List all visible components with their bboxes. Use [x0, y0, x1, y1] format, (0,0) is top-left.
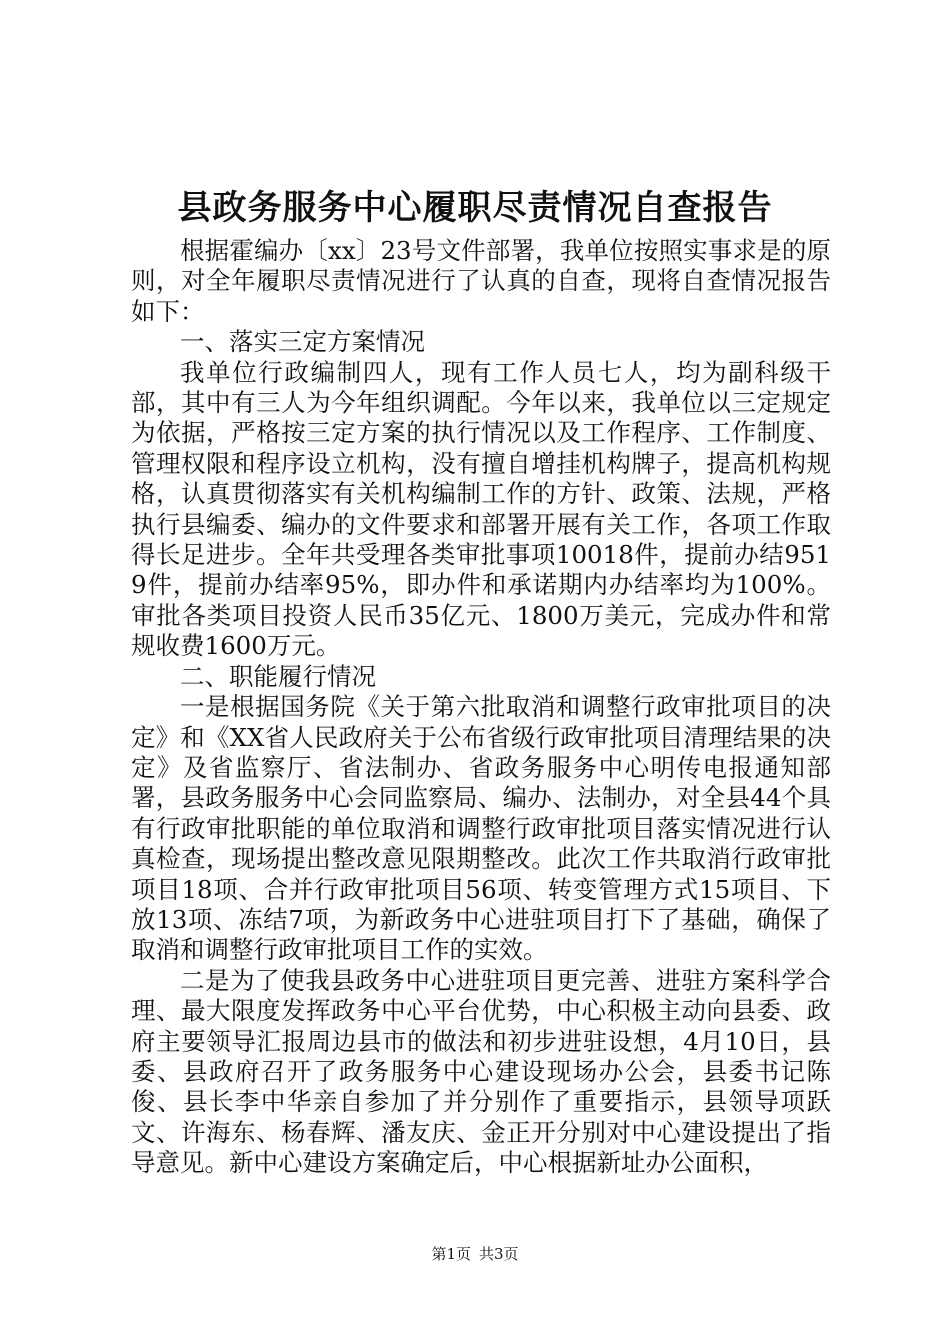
document-body — [131, 236, 831, 1179]
section-heading-1: 一、落实三定方案情况 — [180, 327, 425, 357]
page-footer — [0, 1244, 950, 1264]
section-1-paragraph: 我单位行政编制四人，现有工作人员七人，均为副科级干部，其中有三人为今年组织调配。今年以来，我单位以三定规定为依据，严格按三定方案的执行情况以及工作程序、工作制度、管理权限和程序设立机构，没有擅自增挂机构牌子，提高机构规格，认真贯彻落实有关机构编制工作的方针、政策、法规，严格执行县编委、编办的文件要求和部署开展有关工作，各项工作取得长足进步。全年共受理各类审批事项10018件，提前办结9519件，提前办结率95%，即办件和承诺期内办结率均为100%。审批各类项目投资人民币35亿元、1800万美元，完成办件和常规收费1600万元。 — [131, 357, 831, 661]
page-total: 共3页 — [479, 1245, 519, 1263]
page-number: 第1页 — [431, 1245, 471, 1263]
section-2-paragraph-1: 一是根据国务院《关于第六批取消和调整行政审批项目的决定》和《XX省人民政府关于公布省级行政审批项目清理结果的决定》及省监察厅、省法制办、省政务服务中心明传电报通知部署，县政务服务中心会同监察局、编办、法制办，对全县44个具有行政审批职能的单位取消和调整行政审批项目落实情况进行认真检查，现场提出整改意见限期整改。此次工作共取消行政审批项目18项、合并行政审批项目56项、转变管理方式15项目、下放13项、冻结7项，为新政务中心进驻项目打下了基础，确保了取消和调整行政审批项目工作的实效。 — [131, 692, 831, 965]
section-2-paragraph-2: 二是为了使我县政务中心进驻项目更完善、进驻方案科学合理、最大限度发挥政务中心平台优势，中心积极主动向县委、政府主要领导汇报周边县市的做法和初步进驻设想，4月10日，县委、县政府召开了政务服务中心建设现场办公会，县委书记陈俊、县长李中华亲自参加了并分别作了重要指示，县领导项跃文、许海东、杨春辉、潘友庆、金正开分别对中心建设提出了指导意见。新中心建设方案确定后，中心根据新址办公面积， — [131, 965, 831, 1178]
section-heading-2: 二、职能履行情况 — [180, 661, 376, 691]
document-title: 县政务服务中心履职尽责情况自查报告 — [177, 188, 773, 228]
intro-paragraph: 根据霍编办〔xx〕23号文件部署，我单位按照实事求是的原则，对全年履职尽责情况进行了认真的自查，现将自查情况报告如下： — [131, 236, 831, 326]
